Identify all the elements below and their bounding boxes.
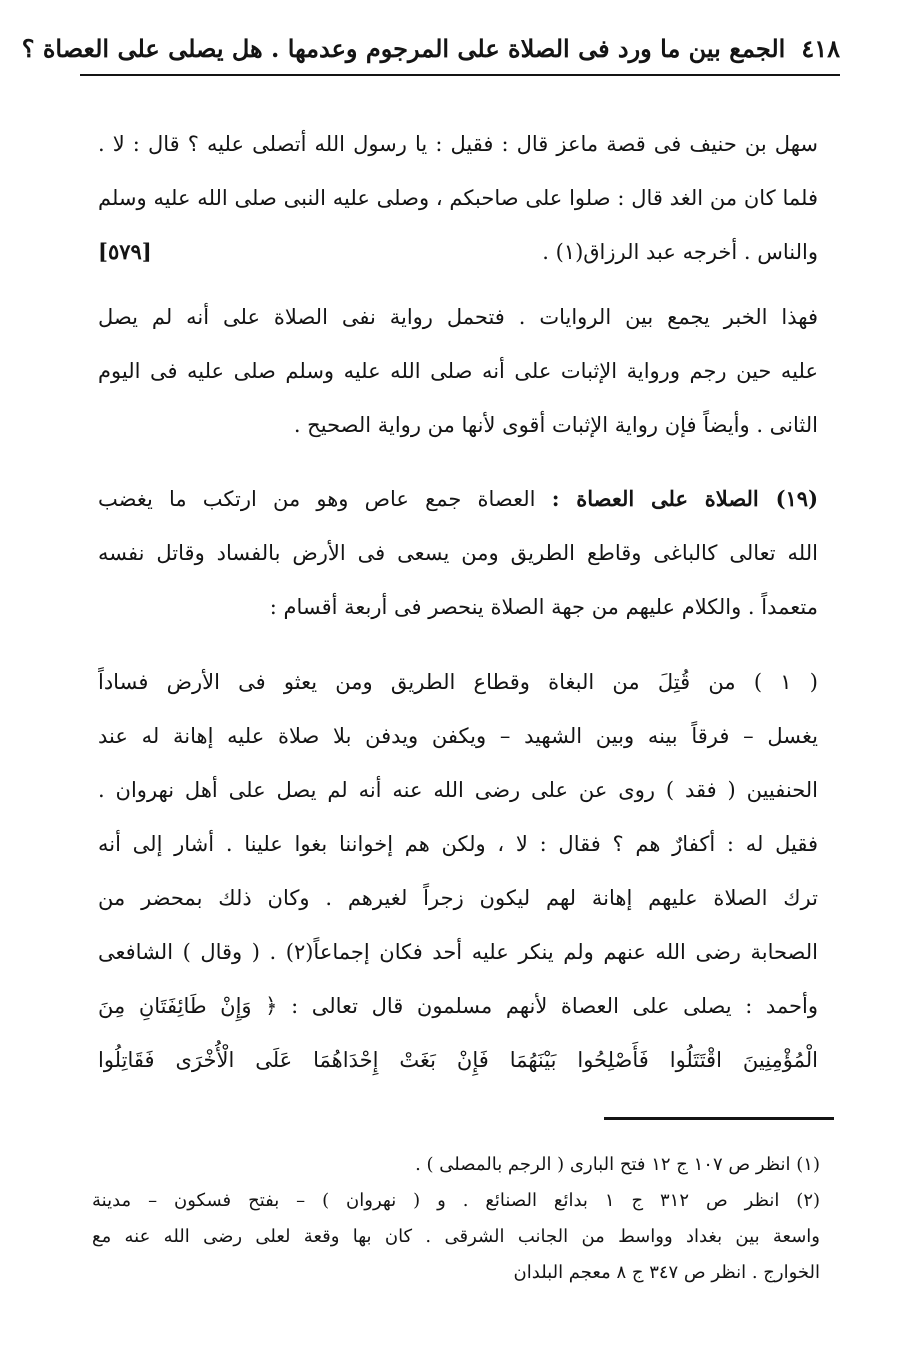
text-line: ( ١ ) من قُتِلَ من البغاة وقطاع الطريق ومن يعثو فى الأرض فساداً bbox=[98, 670, 818, 694]
footnote-line: (٢) انظر ص ٣١٢ ج ١ بدائع الصنائع . و ( نهروان ) – بفتح فسكون – مدينة bbox=[92, 1190, 820, 1211]
text-line: الصحابة رضى الله عنهم ولم ينكر عليه أحد فكان إجماعاً(٢) . ( وقال ) الشافعى bbox=[98, 940, 818, 964]
footnote-separator bbox=[604, 1117, 834, 1120]
text-line: الحنفيين ( فقد ) روى عن على رضى الله عنه أنه لم يصل على أهل نهروان . bbox=[98, 778, 818, 802]
section-title: (١٩) الصلاة على العصاة : bbox=[551, 486, 818, 511]
text-line: فهذا الخبر يجمع بين الروايات . فتحمل رواية نفى الصلاة على أنه لم يصل bbox=[98, 305, 818, 329]
text-line: يغسل – فرقاً بينه وبين الشهيد – ويكفن ويدفن بلا صلاة عليه إهانة له عند bbox=[98, 724, 818, 748]
text-line: متعمداً . والكلام عليهم من جهة الصلاة ينحصر فى أربعة أقسام : bbox=[269, 595, 818, 619]
paragraph-4 bbox=[98, 655, 818, 1087]
text-line: عليه حين رجم ورواية الإثبات على أنه صلى الله عليه وسلم صلى عليه فى اليوم bbox=[98, 359, 818, 383]
header-rule bbox=[80, 74, 840, 76]
page-number: ٤١٨ bbox=[801, 33, 840, 63]
text-line: ترك الصلاة عليهم إهانة لهم ليكون زجراً لغيرهم . وكان ذلك بمحضر من bbox=[98, 886, 818, 910]
footnote-line: (١) انظر ص ١٠٧ ج ١٢ فتح البارى ( الرجم بالمصلى ) . bbox=[415, 1154, 820, 1175]
text-line: فقيل له : أكفارٌ هم ؟ فقال : لا ، ولكن هم إخواننا بغوا علينا . أشار إلى أنه bbox=[98, 832, 818, 856]
paragraph-section-19 bbox=[98, 472, 818, 634]
running-title: الجمع بين ما ورد فى الصلاة على المرجوم وعدمها . هل يصلى على العصاة ؟ bbox=[21, 33, 786, 63]
running-header bbox=[21, 28, 840, 68]
text-line-content: العصاة جمع عاص وهو من ارتكب ما يغضب bbox=[98, 487, 536, 511]
footnote-line: واسعة بين بغداد وواسط من الجانب الشرقى . كان بها وقعة لعلى رضى الله عنه مع bbox=[92, 1226, 820, 1247]
text-line: سهل بن حنيف فى قصة ماعز قال : فقيل : يا رسول الله أتصلى عليه ؟ قال : لا . bbox=[98, 132, 818, 156]
paragraph-1 bbox=[98, 117, 818, 279]
text-line bbox=[98, 225, 818, 279]
text-line: فلما كان من الغد قال : صلوا على صاحبكم ، وصلى عليه النبى صلى الله عليه وسلم bbox=[98, 186, 818, 210]
text-line bbox=[98, 472, 818, 526]
text-line-content: والناس . أخرجه عبد الرزاق(١) . bbox=[542, 240, 818, 264]
text-line: وأحمد : يصلى على العصاة لأنهم مسلمون قال تعالى : ﴿ وَإِنْ طَائِفَتَانِ مِنَ bbox=[98, 994, 818, 1018]
footnotes bbox=[92, 1147, 820, 1291]
footnote-line: الخوارج . انظر ص ٣٤٧ ج ٨ معجم البلدان bbox=[513, 1262, 820, 1283]
text-line: الله تعالى كالباغى وقاطع الطريق ومن يسعى فى الأرض بالفساد وقاتل نفسه bbox=[98, 541, 818, 565]
hadith-reference-number: [٥٧٩] bbox=[98, 239, 152, 264]
paragraph-2 bbox=[98, 290, 818, 452]
text-line: الثانى . وأيضاً فإن رواية الإثبات أقوى لأنها من رواية الصحيح . bbox=[293, 413, 818, 437]
text-line: الْمُؤْمِنِينَ اقْتَتَلُوا فَأَصْلِحُوا بَيْنَهُمَا فَإِنْ بَغَتْ إِحْدَاهُمَا عَلَى الْأُخْرَى فَقَاتِلُوا bbox=[98, 1048, 818, 1072]
